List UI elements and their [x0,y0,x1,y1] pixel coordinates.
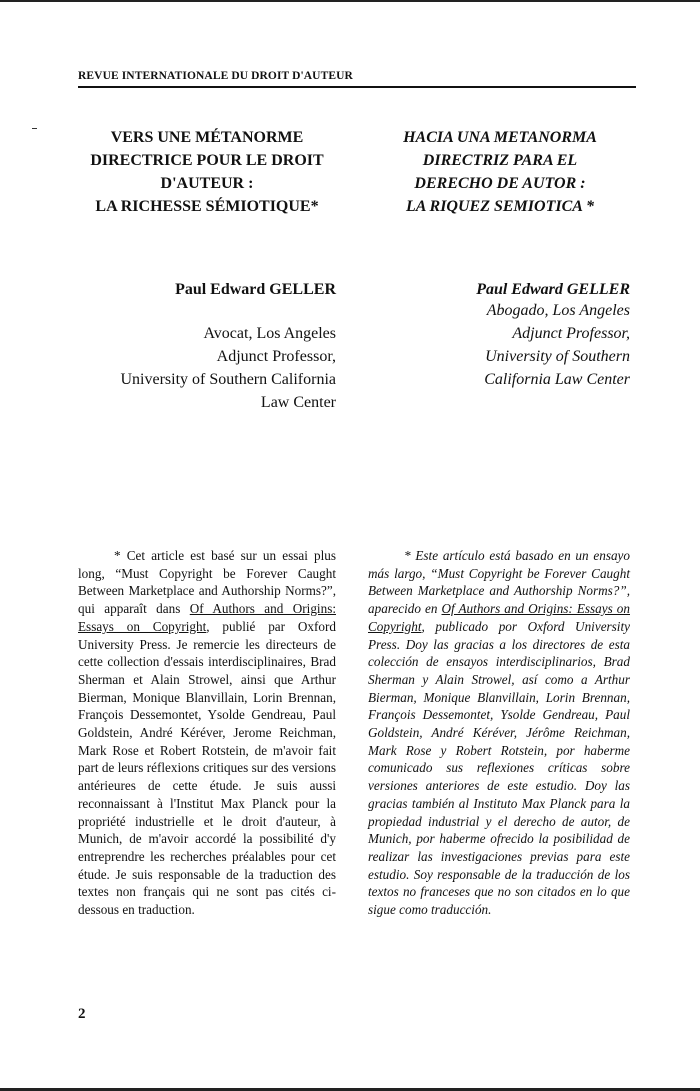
affiliation-line: University of Southern [485,348,630,365]
title-line: LA RIQUEZ SEMIOTICA * [405,198,595,215]
title-line: VERS UNE MÉTANORME [110,129,304,146]
affiliation-line: Avocat, Los Angeles [203,325,336,342]
title-line: D'AUTEUR : [160,175,254,192]
affiliation-line: Adjunct Professor, [216,348,336,365]
footnote-text: , publié par Oxford University Press. Je remercie les directeurs de cette collection d'essais interdisciplinaires, Brad Sherman et Alain Strowel, ainsi que Arthur Bierman, Monique Blanvillain, Lorin Brennan, François Dessemontet, Ysolde Gendreau, Paul Goldstein, André Kéréver, Jerome Reichman, Mark Rose et Robert Rotstein, de m'avoir fait part de leurs réflexions critiques sur des versions antérieures de cette étude. Je suis aussi reconnaissant à l'Institut Max Planck pour la propriété industrielle et le droit d'auteur, à Munich, de m'avoir accordé la possibilité d'y entreprendre les recherches préalables pour cet étude. Je suis responsable de la traduction des textes non français qui ne sont pas cités ci-dessous en traduction. [78,618,336,918]
affiliation-line: Law Center [260,394,336,411]
author-affiliation-french [70,322,336,414]
affiliation-line: Adjunct Professor, [512,325,630,342]
book-title-underlined: Of Authors and Origins: Essays on Copyright [78,601,336,634]
title-line: DIRECTRIZ PARA EL [422,152,578,169]
scan-mark [32,128,37,129]
title-line: HACIA UNA METANORMA [403,129,597,146]
footnote-french [78,547,336,919]
author-affiliation-spanish [368,299,630,391]
footnote-text: * Este artículo está basado en un ensayo más largo, “Must Copyright be Forever Caught Between Marketplace and Authorship Norms?”, aparecido en [368,548,630,617]
page-number: 2 [78,1006,86,1022]
footnote-text: * Cet article est basé sur un essai plus long, “Must Copyright be Forever Caught Between Marketplace and Authorship Norms?”, qui apparaît dans [78,548,336,617]
affiliation-line: Abogado, Los Angeles [486,302,630,319]
book-title-underlined: Of Authors and Origins: Essays on Copyright [368,601,630,634]
article-title-french [78,126,336,218]
footnote-text: , publicado por Oxford University Press. Doy las gracias a los directores de esta colección de ensayos interdisciplinarios, Brad Sherman y Alain Strowel, así como a Arthur Bierman, Monique Blanvillain, Lorin Brennan, François Dessemontet, Ysolde Gendreau, Paul Goldstein, André Kéréver, Jérôme Reichman, Mark Rose y Robert Rotstein, por haberme comunicado sus reflexiones críticas sobre versiones anteriores de este estudio. Doy las gracias también al Instituto Max Planck para la propiedad industrial y el derecho de autor, de Munich, por haberme ofrecido la posibilidad de realizar las investigaciones previas para este estudio. Soy responsable de la traducción de los textos no franceses que no son citados en lo que sigue como traducción. [368,618,630,918]
affiliation-line: California Law Center [484,371,630,388]
footnote-spanish [368,547,630,919]
running-head: REVUE INTERNATIONALE DU DROIT D'AUTEUR [78,70,636,88]
title-line: LA RICHESSE SÉMIOTIQUE* [95,198,319,215]
affiliation-line: University of Southern California [120,371,336,388]
author-name-french: Paul Edward GELLER [175,281,336,298]
article-title-spanish [362,126,638,218]
title-line: DIRECTRICE POUR LE DROIT [90,152,324,169]
scan-edge-top [0,0,700,2]
title-line: DERECHO DE AUTOR : [414,175,586,192]
author-name-spanish: Paul Edward GELLER [476,281,630,298]
